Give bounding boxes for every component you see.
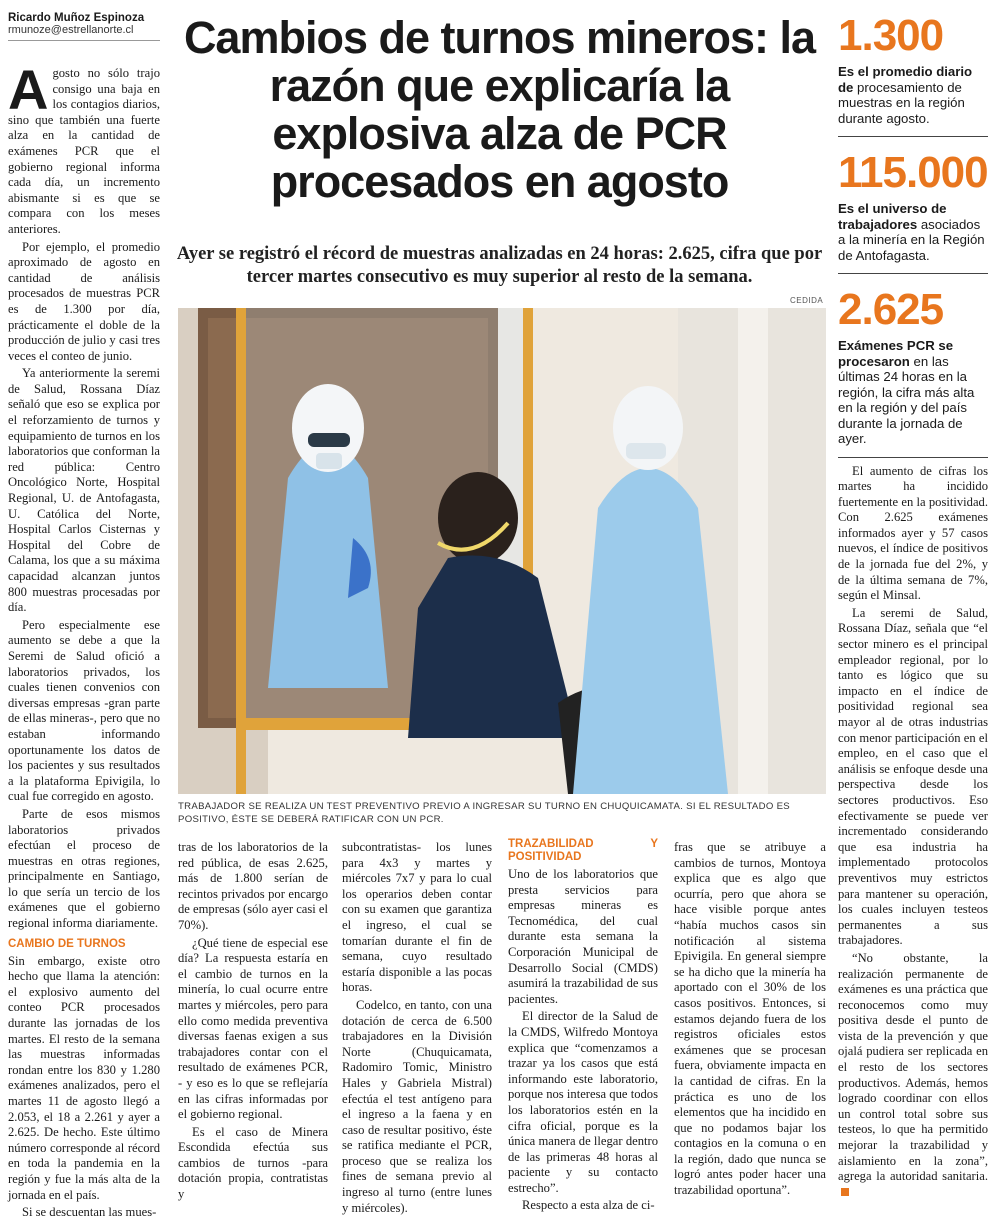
column-1 — [8, 58, 160, 1223]
stat-number: 1.300 — [838, 11, 944, 60]
headline: Cambios de turnos mineros: la razón que explicaría la explosiva alza de PCR procesados en agosto — [183, 12, 816, 207]
column-4 — [508, 838, 658, 1216]
paragraph: Si se descuentan las mues- — [22, 1205, 157, 1220]
paragraph: fras que se atribuye a cambios de turnos, Montoya explica que es algo que ocurría, pero que ahora se hace visible porque antes “había muchos casos sin notificación al sistema Epivigila. En general siempre se ha dicho que la minería ha aportado con el 30% de los casos positivos. Entonces, si estamos dejando fuera de los registros oficiales estos exámenes que se procesan fuera, obviamente impacta en la cantidad de cifras. En la práctica es uno de los elementos que ha incidido en que no podamos bajar los contagios en la comuna o en la región, dado que nunca se logró antes poder hacer una trazabilidad oportuna”. — [674, 840, 826, 1198]
divider — [838, 136, 988, 137]
divider — [838, 457, 988, 458]
divider — [838, 273, 988, 274]
news-photo — [178, 308, 826, 794]
paragraph: Agosto no sólo trajo consigo una baja en los contagios diarios, sino que también una fuerte alza en la cantidad de exámenes PCR que el gobierno regional informa cada día, un incremento abismante si es que se compara con los meses anteriores. — [8, 58, 160, 236]
deck-subtitle: Ayer se registró el récord de muestras analizadas en 24 horas: 2.625, cifra que por tercer martes consecutivo es muy superior al resto de la semana. — [176, 244, 823, 287]
drop-cap: A — [8, 58, 49, 121]
paragraph: subcontratistas- los lunes para 4x3 y martes y miércoles 7x7 y para lo cual los operarios deben contar con su examen que garantiza el ingreso, el cual se tomarían durante el fin de semana, cuyo resultado estaría disponible a las pocas horas. — [342, 840, 492, 995]
paragraph: Por ejemplo, el promedio aproximado de agosto en cantidad de análisis procesados de muestras PCR es de 1.300 por día, prácticamente el doble de la producción de julio y casi tres veces el conteo de junio. — [8, 239, 160, 363]
column-5 — [674, 840, 826, 1201]
stat-description: Es el universo de trabajadores asociados a la minería en la Región de Antofagasta. — [838, 201, 985, 263]
paragraph: tras de los laboratorios de la red pública, de esas 2.625, más de 1.800 serían de recintos privados por encargo de empresas (sólo ayer casi el 70%). — [178, 840, 329, 932]
byline — [8, 12, 160, 41]
sidebar-stats — [838, 12, 988, 1202]
paragraph: “No obstante, la realización permanente de exámenes es una práctica que reconocemos como muy positiva desde el punto de vista de la prevención y que ojalá pudiera ser replicada en el resto de los sectores productivos. Además, hemos logrado coordinar con ellos un control total sobre sus testeos, lo que ha permitido mejorar la trazabilidad y aislamiento en la zona”, agrega la autoridad sanitaria. — [838, 951, 988, 1201]
paragraph: Pero especialmente ese aumento se debe a que la Seremi de Salud ofició a laboratorios privados, los cuales tienen convenios con diversas empresas -gran parte de ellas mineras-, pero que no estaban informando oportunamente los datos de los pacientes y sus resultados a la plataforma Epivigila, lo cual fue corregido en agosto. — [8, 617, 160, 804]
photo-caption: TRABAJADOR SE REALIZA UN TEST PREVENTIVO PREVIO A INGRESAR SU TURNO EN CHUQUICAMATA. SI EL RESULTADO ES POSITIVO, ÉSTE SE DEBERÁ RATIFICAR CON UN PCR. — [178, 801, 790, 825]
photo-illustration — [178, 308, 826, 794]
paragraph: ¿Qué tiene de especial ese día? La respuesta estaría en el cambio de turnos en la minería, lo cual ocurre entre martes y miércoles, pero para ello como medida preventiva diversas faenas exigen a sus trabajadores contar con el resultado de exámenes PCR, - y eso es lo que se reflejaría en las cifras informadas por el gobierno regional. — [178, 935, 328, 1122]
end-of-article-icon — [841, 1188, 849, 1196]
paragraph: El director de la Salud de la CMDS, Wilfredo Montoya explica que “comenzamos a trazar ya los casos que está informando este laboratorio, porque nos interesa que todos los laboratorios estén en la cifra oficial, porque es la única manera de llegar dentro de las primeras 48 horas al paciente y su contacto estrecho”. — [508, 1009, 658, 1195]
section-subhead: CAMBIO DE TURNOS — [8, 937, 126, 950]
paragraph: Parte de esos mismos laboratorios privados efectúan el proceso de muestras en otras regiones, principalmente en Santiago, lo que sería un tercio de los exámenes que el gobierno regional informa diariamente. — [8, 806, 160, 931]
paragraph: Respecto a esta alza de ci- — [522, 1198, 655, 1213]
stat-number: 2.625 — [838, 285, 944, 334]
paragraph: Es el caso de Minera Escondida efectúa sus cambios de turnos -para dotación propia, contratistas y — [178, 1124, 328, 1202]
photo-credit: CEDIDA — [790, 296, 824, 305]
stat-number: 115.000 — [838, 148, 988, 197]
paragraph: Sin embargo, existe otro hecho que llama la atención: el explosivo aumento del conteo PCR procesados durante las jornadas de los martes. El resto de la semana las muestras informadas rondan entre los 830 y 1.280 exámenes analizados, pero el martes 11 de agosto llegó a 2.053, el 18 a 2.261 y ayer a 2.625. De hecho. Este último número corresponde al récord en toda la pandemia en la región y fue la más alta de la jornada en el país. — [8, 953, 160, 1202]
column-2 — [178, 840, 328, 1205]
column-6 — [838, 464, 988, 1201]
paragraph: Uno de los laboratorios que presta servicios para empresas mineras es Tecnomédica, del cual durante esta semana la Corporación Municipal de Desarrollo Social (CMDS) asumirá la trazabilidad de sus pacientes. — [508, 867, 658, 1006]
paragraph: Ya anteriormente la seremi de Salud, Rossana Díaz señaló que eso se explica por el reforzamiento de turnos y equipamiento de turnos en los laboratorios que conforman la red pública: Centro Oncológico Norte, Hospital Regional, U. de Antofagasta, U. Católica del Norte, Hospital Carlos Cisternas y Hospital del Cobre de Calama, los que a su máxima capacidad alcanzan juntos 800 muestras procesadas por día. — [8, 366, 160, 615]
paragraph: Codelco, en tanto, con una dotación de cerca de 6.500 trabajadores en la División Norte (Chuquicamata, Radomiro Tomic, Ministro Hales y Gabriela Mistral) efectúa el test antígeno para el ingreso a la faena y en caso de resultar positivo, éste se ratifica mediante el PCR, proceso que se realiza los fines de semana previo al ingreso al turno (entre lunes y miércoles). — [342, 997, 492, 1215]
paragraph: La seremi de Salud, Rossana Díaz, señala que “el sector minero es el principal empleador regional, por lo tanto es lógico que su impacto en el índice de positividad regional sea mayor al de otras industrias con menor participación en el empleo, en el caso que el análisis se enfoque desde una perspectiva desde los sectores productivos. Eso efectivamente se puede ver incrementado considerando que esa industria ha implementado protocolos preventivos muy estrictos para mantener su operación, los cuales incluyen testeos permanentes a sus trabajadores. — [838, 605, 988, 948]
section-subhead: TRAZABILIDAD Y POSITIVIDAD — [508, 838, 658, 863]
stat-description: Exámenes PCR se procesaron en las últimas 24 horas en la región, la cifra más alta en la región y del país durante la jornada de ayer. — [838, 338, 975, 446]
author-email[interactable]: rmunoze@estrellanorte.cl — [8, 24, 134, 36]
author-name: Ricardo Muñoz Espinoza — [8, 12, 145, 24]
paragraph: El aumento de cifras los martes ha incidido fuertemente en la positividad. Con 2.625 exámenes informados ayer y 57 casos nuevos, el índice de positivos de la jornada fue del 2%, y de la última semana de 7%, según el Minsal. — [838, 463, 988, 603]
column-3 — [342, 840, 492, 1218]
stat-description: Es el promedio diario de procesamiento de muestras en la región durante agosto. — [838, 64, 973, 126]
